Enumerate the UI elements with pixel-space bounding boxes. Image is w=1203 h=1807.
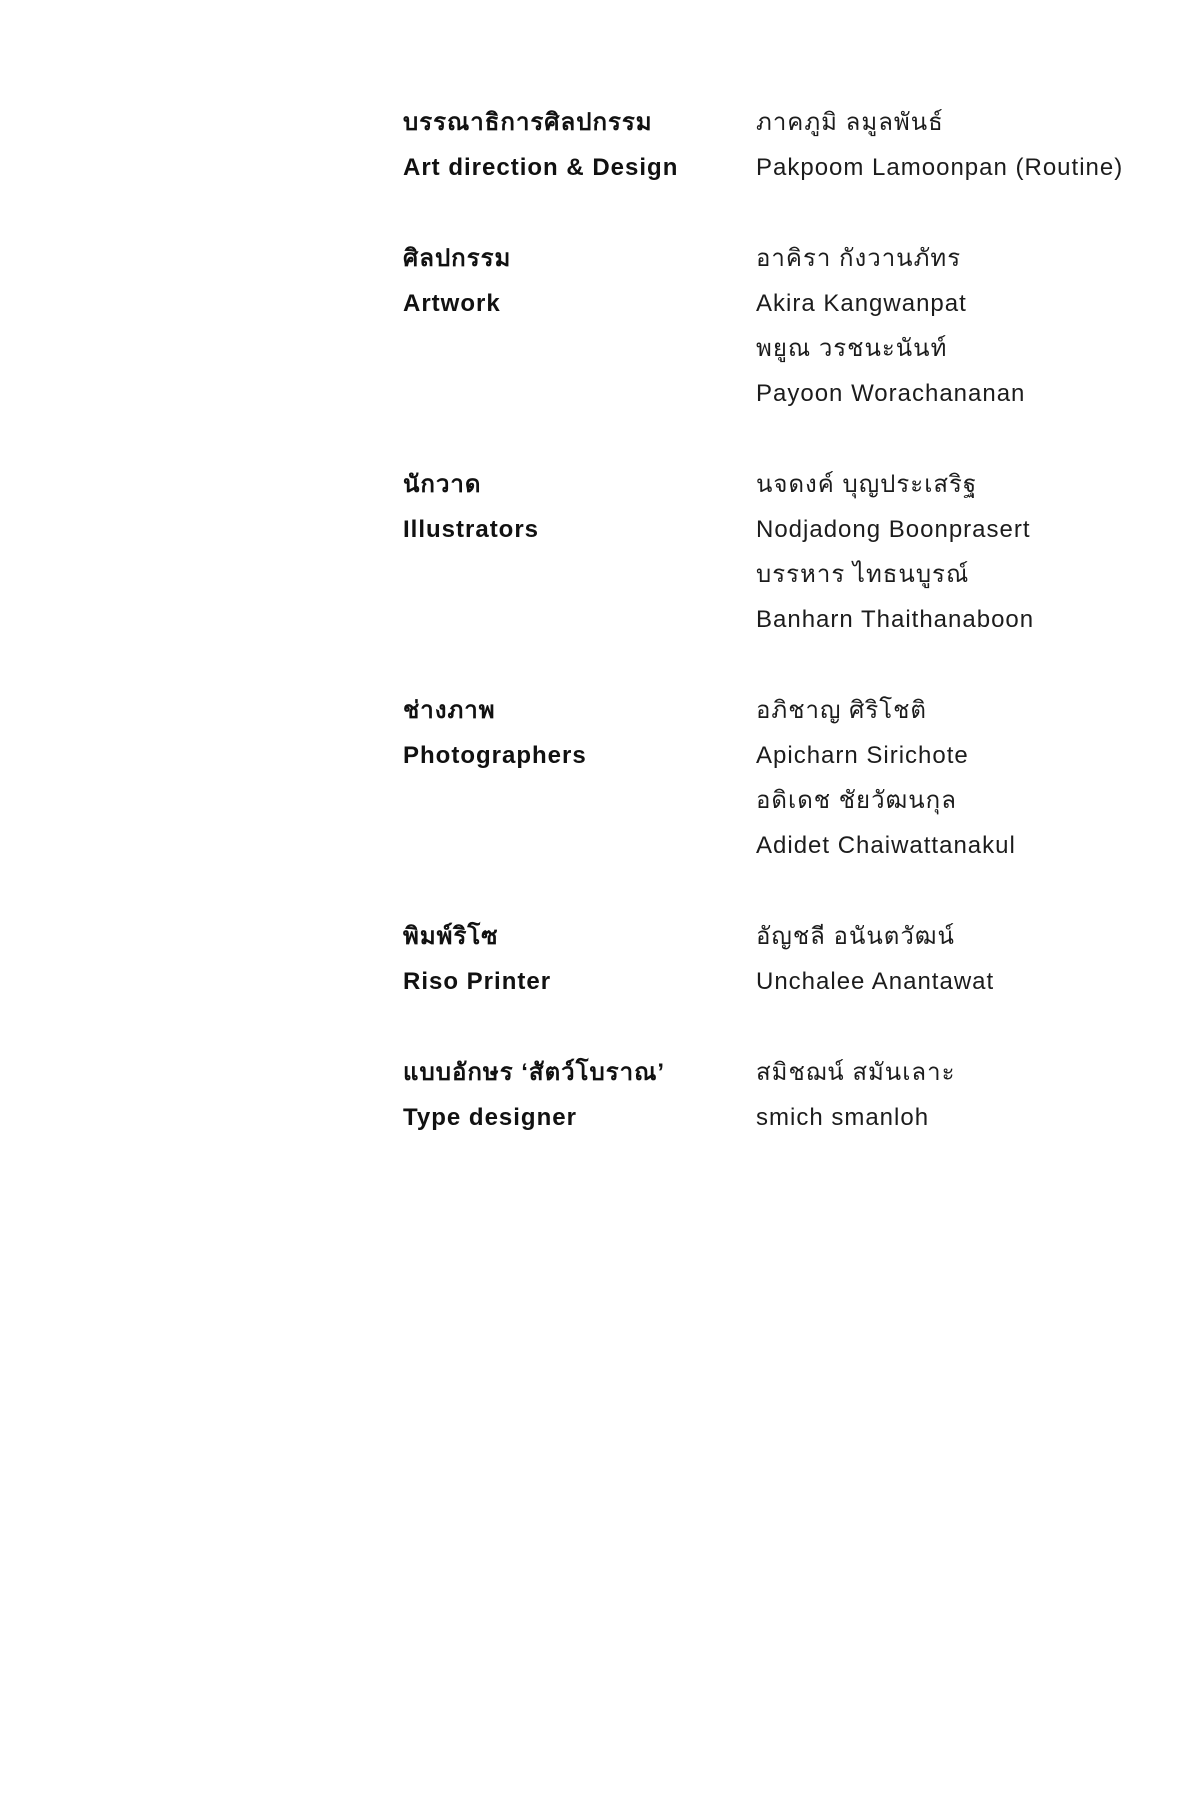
name-english: Nodjadong Boonprasert (756, 516, 1031, 543)
name-thai: นจดงค์ บุญประเสริฐ (756, 471, 978, 498)
credits-list (403, 100, 1183, 1186)
name-english: Adidet Chaiwattanakul (756, 832, 1016, 859)
role-label (403, 914, 756, 1004)
role-title-english: Type designer (403, 1104, 577, 1131)
name-english: smich smanloh (756, 1104, 930, 1131)
role-title-english: Photographers (403, 742, 587, 769)
credit-names (756, 462, 1183, 642)
credit-section-photographers (403, 688, 1183, 868)
name-thai: พยูณ วรชนะนันท์ (756, 335, 948, 362)
credit-names (756, 1050, 1183, 1140)
credit-names (756, 100, 1183, 190)
role-title-english: Artwork (403, 290, 501, 317)
credit-names (756, 688, 1183, 868)
name-thai: ภาคภูมิ ลมูลพันธ์ (756, 109, 944, 136)
role-title-english: Illustrators (403, 516, 540, 543)
credit-names (756, 236, 1183, 416)
name-english: Unchalee Anantawat (756, 968, 995, 995)
name-english: Banharn Thaithanaboon (756, 606, 1035, 633)
credit-names (756, 914, 1183, 1004)
name-thai: บรรหาร ไทธนบูรณ์ (756, 561, 970, 588)
name-english: Apicharn Sirichote (756, 742, 969, 769)
role-label (403, 1050, 756, 1140)
name-english: Akira Kangwanpat (756, 290, 967, 317)
role-label (403, 100, 756, 190)
credit-section-artwork (403, 236, 1183, 416)
role-title-thai: ช่างภาพ (403, 697, 496, 724)
role-label (403, 688, 756, 868)
credit-section-art-direction (403, 100, 1183, 190)
name-english: Payoon Worachananan (756, 380, 1026, 407)
name-thai: อัญชลี อนันตวัฒน์ (756, 923, 955, 950)
role-title-thai: บรรณาธิการศิลปกรรม (403, 109, 653, 136)
role-title-thai: ศิลปกรรม (403, 245, 512, 272)
name-thai: สมิชฌน์ สมันเลาะ (756, 1059, 956, 1086)
name-thai: อาคิรา กังวานภัทร (756, 245, 962, 272)
role-title-thai: นักวาด (403, 471, 482, 498)
role-title-english: Art direction & Design (403, 154, 679, 181)
role-label (403, 462, 756, 642)
credit-section-illustrators (403, 462, 1183, 642)
role-title-english: Riso Printer (403, 968, 552, 995)
role-label (403, 236, 756, 416)
role-title-thai: แบบอักษร ‘สัตว์โบราณ’ (403, 1059, 666, 1086)
credit-section-riso-printer (403, 914, 1183, 1004)
name-thai: อภิชาญ ศิริโชติ (756, 697, 928, 724)
credit-section-type-designer (403, 1050, 1183, 1140)
name-thai: อดิเดช ชัยวัฒนกุล (756, 787, 957, 814)
name-english: Pakpoom Lamoonpan (Routine) (756, 154, 1124, 181)
role-title-thai: พิมพ์ริโซ (403, 923, 499, 950)
